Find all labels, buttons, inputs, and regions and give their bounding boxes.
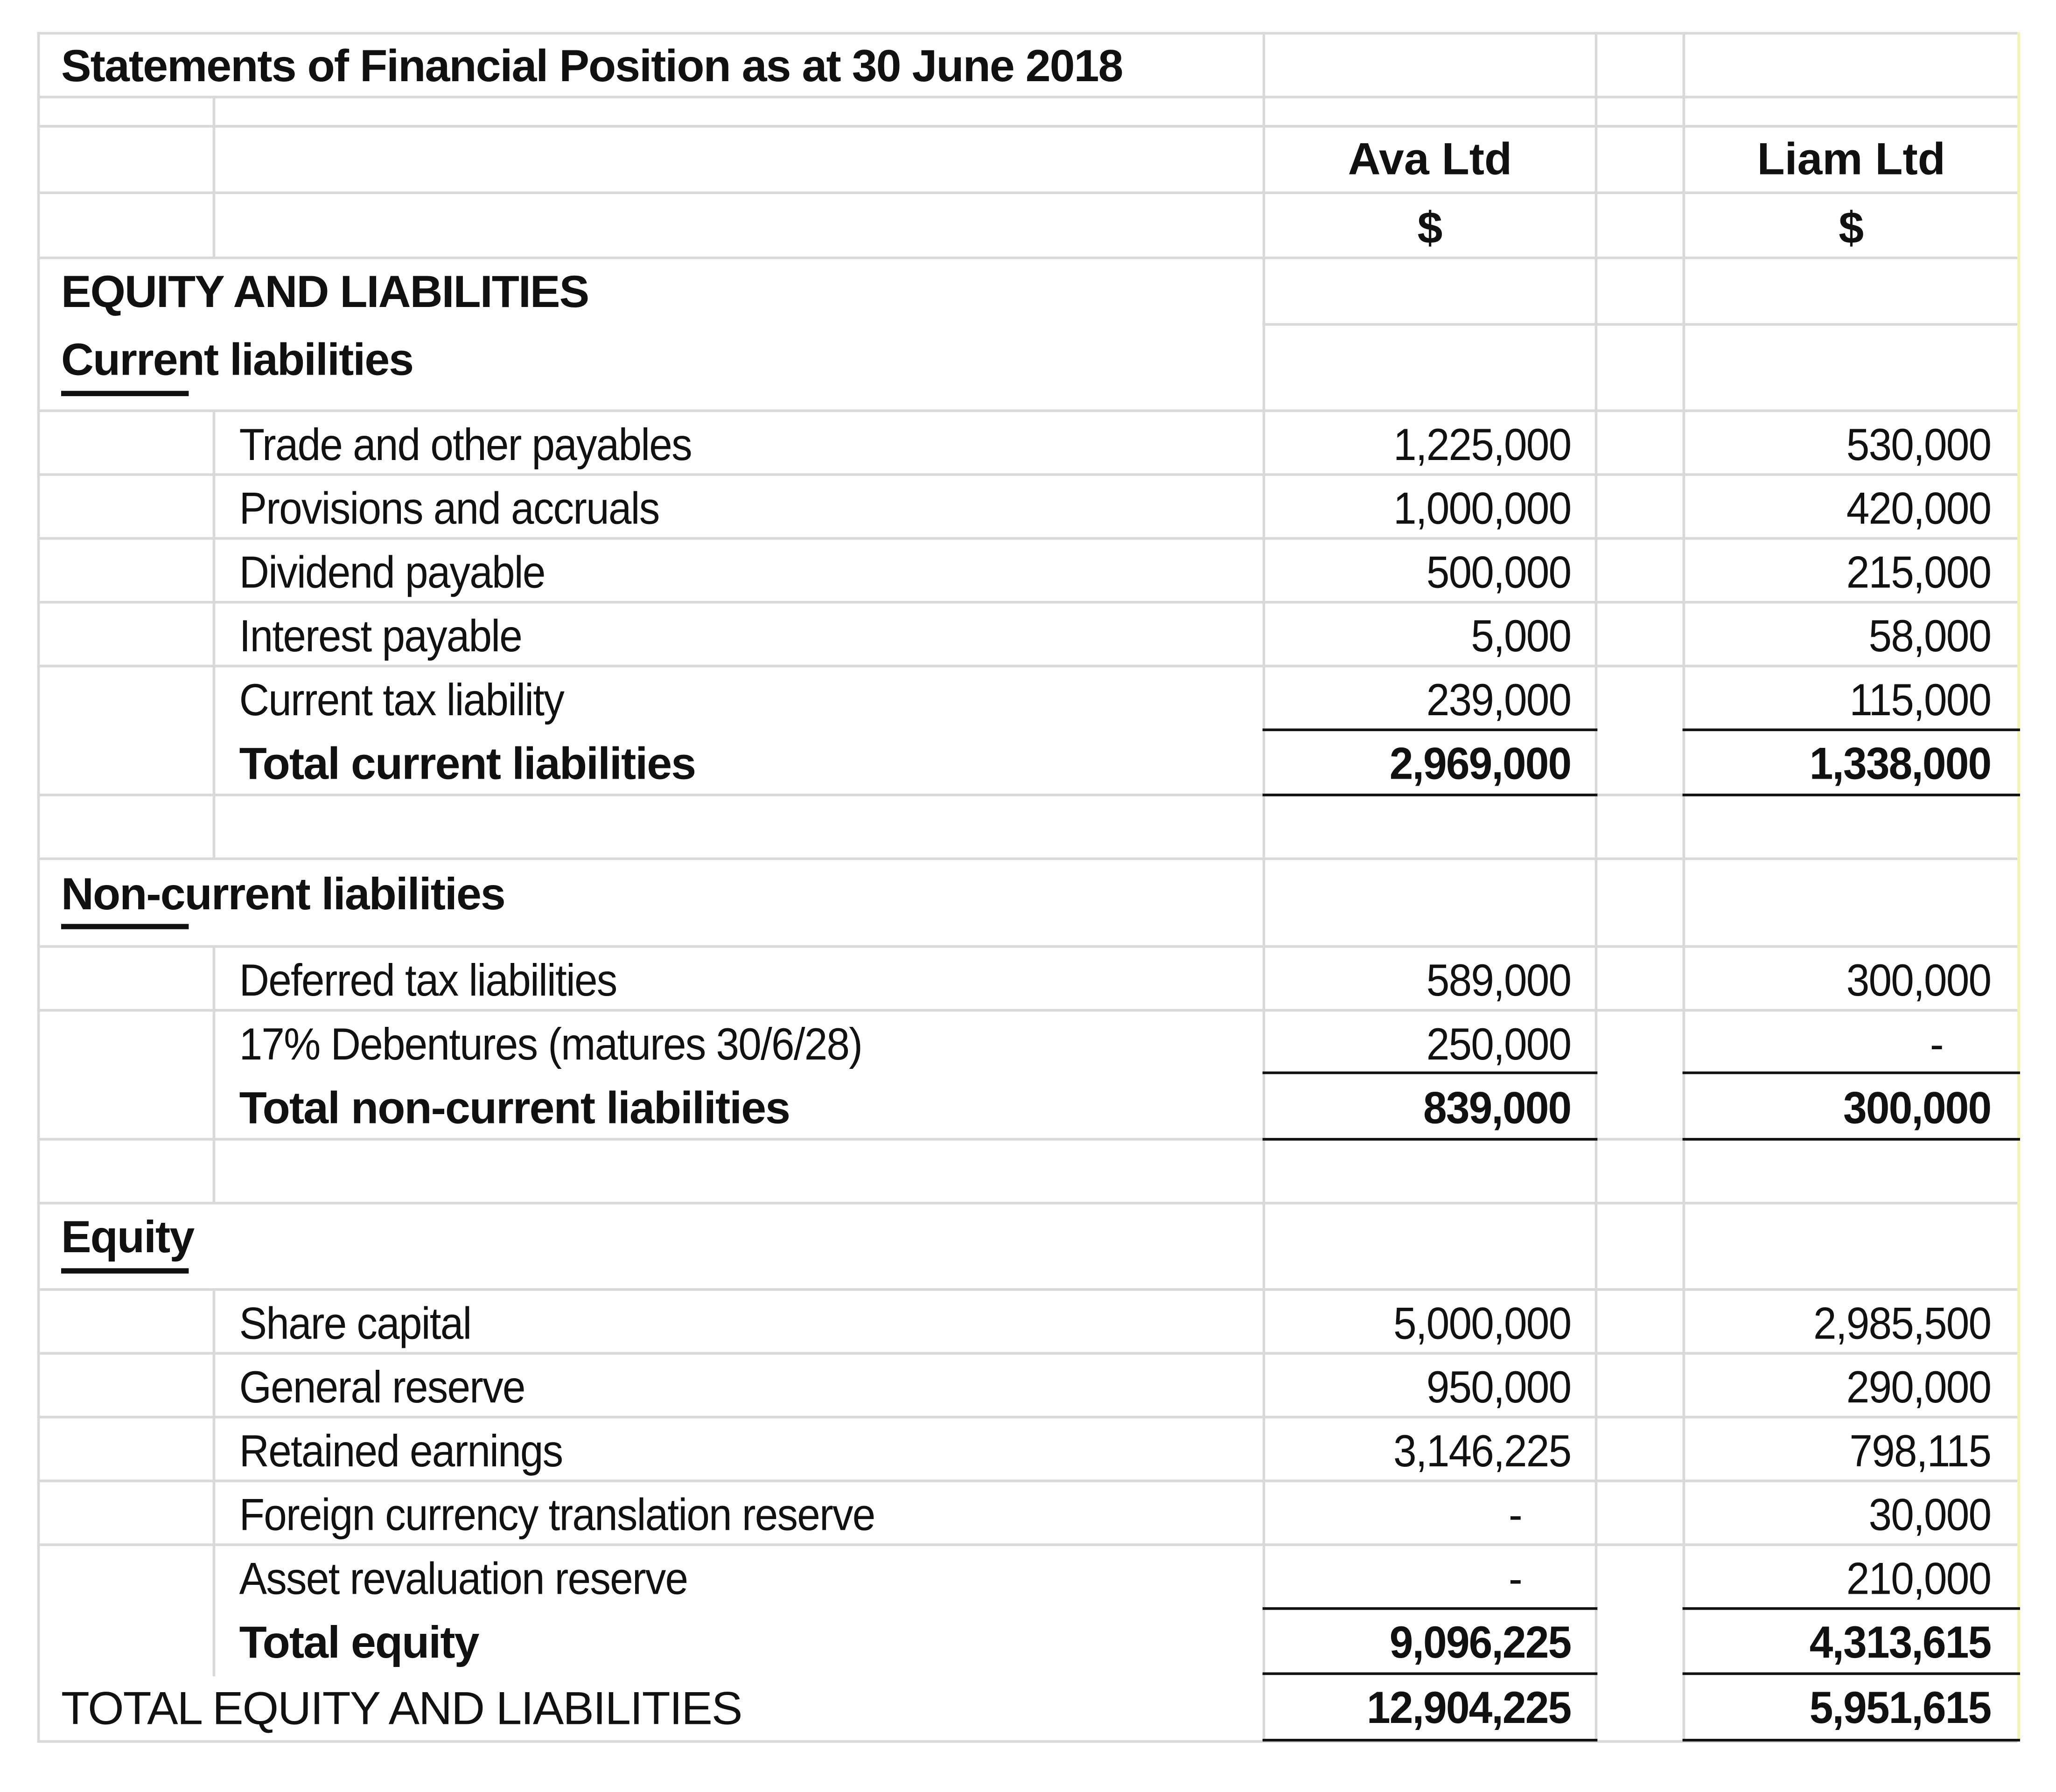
line-item-value-liam: 115,000 [1849,675,1991,726]
total-current-liabilities-liam: 1,338,000 [1809,739,1991,790]
total-equity-liam: 4,313,615 [1809,1618,1991,1668]
line-item-label: Trade and other payables [239,420,692,471]
heading-equity-and-liabilities: EQUITY AND LIABILITIES [61,267,589,318]
line-item-label: Dividend payable [239,547,545,599]
column-unit-liam: $ [1839,203,1864,254]
line-item-value-ava: - [1509,1554,1522,1605]
line-item-label: Asset revaluation reserve [239,1554,688,1605]
line-item-value-ava: 589,000 [1426,955,1571,1006]
line-item-value-liam: 290,000 [1846,1362,1991,1413]
line-item-value-liam: 420,000 [1846,484,1991,535]
line-item-value-ava: 1,225,000 [1393,420,1571,471]
line-item-value-liam: 798,115 [1849,1426,1991,1477]
line-item-value-liam: 300,000 [1846,955,1991,1006]
line-item-value-ava: - [1509,1490,1522,1541]
line-item-value-ava: 5,000,000 [1393,1298,1571,1350]
grand-total-ava: 12,904,225 [1366,1683,1571,1734]
column-header-liam: Liam Ltd [1757,134,1945,185]
total-non-current-liabilities-label: Total non-current liabilities [239,1083,790,1134]
column-header-ava: Ava Ltd [1348,134,1512,185]
section-equity: Equity [61,1212,194,1263]
total-non-current-liabilities-liam: 300,000 [1843,1083,1991,1134]
line-item-value-ava: 250,000 [1426,1019,1571,1070]
line-item-value-ava: 500,000 [1426,547,1571,599]
grand-total-liam: 5,951,615 [1809,1683,1991,1734]
line-item-label: Provisions and accruals [239,484,659,535]
statement-title: Statements of Financial Position as at 30 June 2018 [61,41,1123,92]
grand-total-label: TOTAL EQUITY AND LIABILITIES [61,1683,742,1735]
line-item-value-ava: 3,146,225 [1393,1426,1571,1477]
total-equity-label: Total equity [239,1618,479,1668]
total-non-current-liabilities-ava: 839,000 [1423,1083,1571,1134]
line-item-value-liam: 58,000 [1868,611,1991,662]
line-item-label: Retained earnings [239,1426,563,1477]
line-item-value-liam: 210,000 [1846,1554,1991,1605]
section-current-liabilities: Current liabilities [61,335,413,386]
line-item-value-ava: 950,000 [1426,1362,1571,1413]
total-current-liabilities-ava: 2,969,000 [1389,739,1571,790]
total-equity-ava: 9,096,225 [1389,1618,1571,1668]
line-item-value-liam: 530,000 [1846,420,1991,471]
total-current-liabilities-label: Total current liabilities [239,739,696,790]
column-unit-ava: $ [1417,203,1443,254]
line-item-label: Interest payable [239,611,522,662]
line-item-value-liam: 215,000 [1846,547,1991,599]
line-item-value-liam: 30,000 [1868,1490,1991,1541]
line-item-label: Deferred tax liabilities [239,955,617,1006]
line-item-label: Foreign currency translation reserve [239,1490,875,1541]
line-item-label: Share capital [239,1298,471,1350]
line-item-value-ava: 239,000 [1426,675,1571,726]
line-item-value-liam: 2,985,500 [1813,1298,1991,1350]
line-item-value-liam: - [1930,1019,1943,1070]
line-item-value-ava: 5,000 [1471,611,1571,662]
line-item-label: 17% Debentures (matures 30/6/28) [239,1019,862,1070]
section-non-current-liabilities: Non-current liabilities [61,869,505,920]
line-item-label: General reserve [239,1362,525,1413]
line-item-label: Current tax liability [239,675,564,726]
line-item-value-ava: 1,000,000 [1393,484,1571,535]
